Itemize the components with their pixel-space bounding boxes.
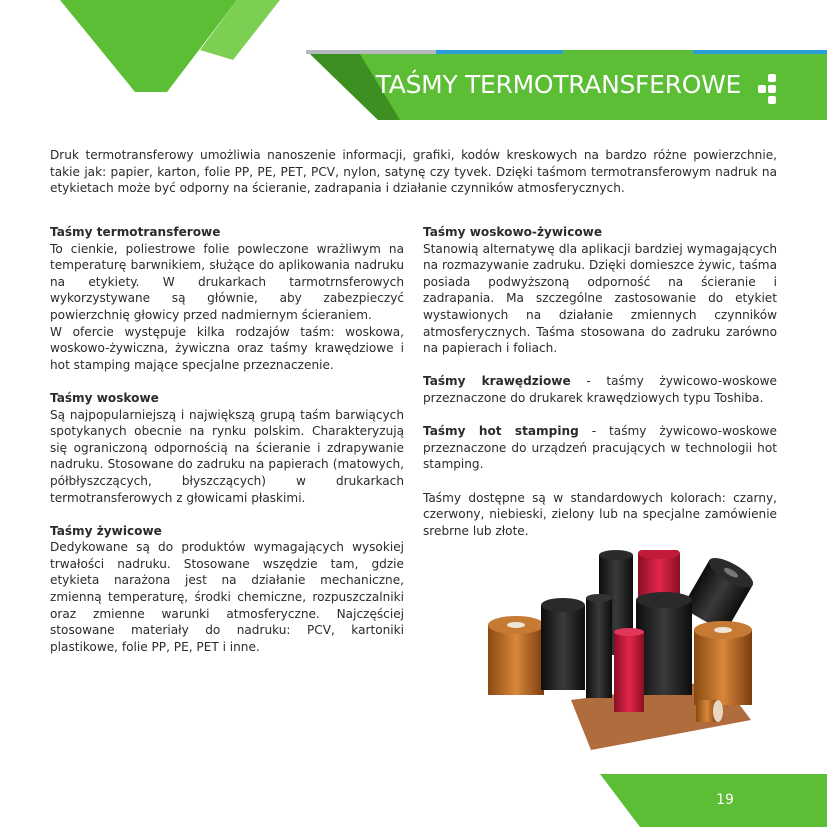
section-hot-stamping — [423, 423, 777, 473]
page-number: 19 — [716, 792, 734, 808]
section-text: Taśmy dostępne są w standardowych kolorach: czarny, czerwony, niebieski, zielony lub na specjalne zamówienie srebrne lub złote. — [423, 490, 777, 538]
intro-paragraph: Druk termotransferowy umożliwia nanoszenie informacji, grafiki, kodów kreskowych na bardzo różne powierzchnie, takie jak: papier, karton, folie PP, PE, PET, PCV, nylon, satynę czy tyvek. Dzięki taśmom termotransferowym nadruk na etykietach może być odporny na ścieranie, zadrapania i działanie czynników atmosferycznych. — [50, 148, 777, 196]
section-text: Stanowią alternatywę dla aplikacji bardziej wymagających na rozmazywanie zadruku. Dzięki domieszce żywic, taśma posiada podwyższoną odporność na ścieranie i zadrapania. Ma szczególne zastosowanie do etykiet wystawionych na działanie zmiennych czynników atmosferycznych. Taśma stosowana do zadruku zarówno na papierach i foliach. — [423, 241, 777, 356]
section-text: - taśmy żywicowo-woskowe przeznaczone do drukarek krawędziowych typu Toshiba. — [423, 374, 777, 405]
section-text: Są najpopularniejszą i największą grupą taśm barwiących spotykanych obecnie na rynku polskim. Charakteryzują się ograniczoną odpornością na ścieranie i zdrapywanie nadruku. Stosowane do zadruku na papierach (matowych, półbłyszczących, błyszczących) w drukarkach termotransferowych z głowicami płaskimi. — [50, 407, 404, 505]
section-text: W ofercie występuje kilka rodzajów taśm: woskowa, woskowo-żywiczna, żywiczna oraz taśmy krawędziowe i hot stamping mające specjalne przeznaczenie. — [50, 324, 404, 372]
right-column — [423, 224, 777, 556]
section-text: Dedykowane są do produktów wymagających wysokiej trwałości nadruku. Stosowane wszędzie tam, gdzie etykieta narażona jest na działanie mechaniczne, zmienną temperaturę, środki chemiczne, rozpuszczalniki oraz zmienne warunki atmosferyczne. Najczęściej stosowane materiały do nadruku: PCV, kartoniki plastikowe, folie PP, PE, PET i inne. — [50, 540, 404, 654]
section-label: Taśmy krawędziowe — [423, 374, 571, 389]
dots-cluster-icon — [757, 74, 781, 104]
section-wax-ribbons — [50, 390, 404, 506]
left-column — [50, 224, 404, 672]
section-resin-ribbons — [50, 523, 404, 656]
section-text: - taśmy żywicowo-woskowe przeznaczone do urządzeń pracujących w technologii hot stamping. — [423, 424, 777, 472]
section-heading: Taśmy woskowo-żywicowe — [423, 225, 603, 239]
section-heading: Taśmy woskowe — [50, 390, 159, 405]
page-title: TAŚMY TERMOTRANSFEROWE — [375, 70, 741, 99]
section-heading: Taśmy żywicowe — [50, 523, 162, 538]
section-edge-ribbons — [423, 373, 777, 406]
section-label: Taśmy hot stamping — [423, 424, 579, 439]
section-heading: Taśmy termotransferowe — [50, 225, 221, 239]
section-text: To cienkie, poliestrowe folie powleczone wrażliwym na temperaturę barwnikiem, służące do aplikowania nadruku na etykiety. W drukarkach tarmotrnsferowych wykorzystywane są głównie, aby zabezpieczyć powierzchnię głowicy przed nadmiernym ścieraniem. — [50, 241, 404, 322]
section-colors — [423, 490, 777, 540]
section-wax-resin-ribbons — [423, 224, 777, 357]
section-thermal-ribbons — [50, 224, 404, 373]
ribbon-rolls-photo — [486, 550, 756, 750]
